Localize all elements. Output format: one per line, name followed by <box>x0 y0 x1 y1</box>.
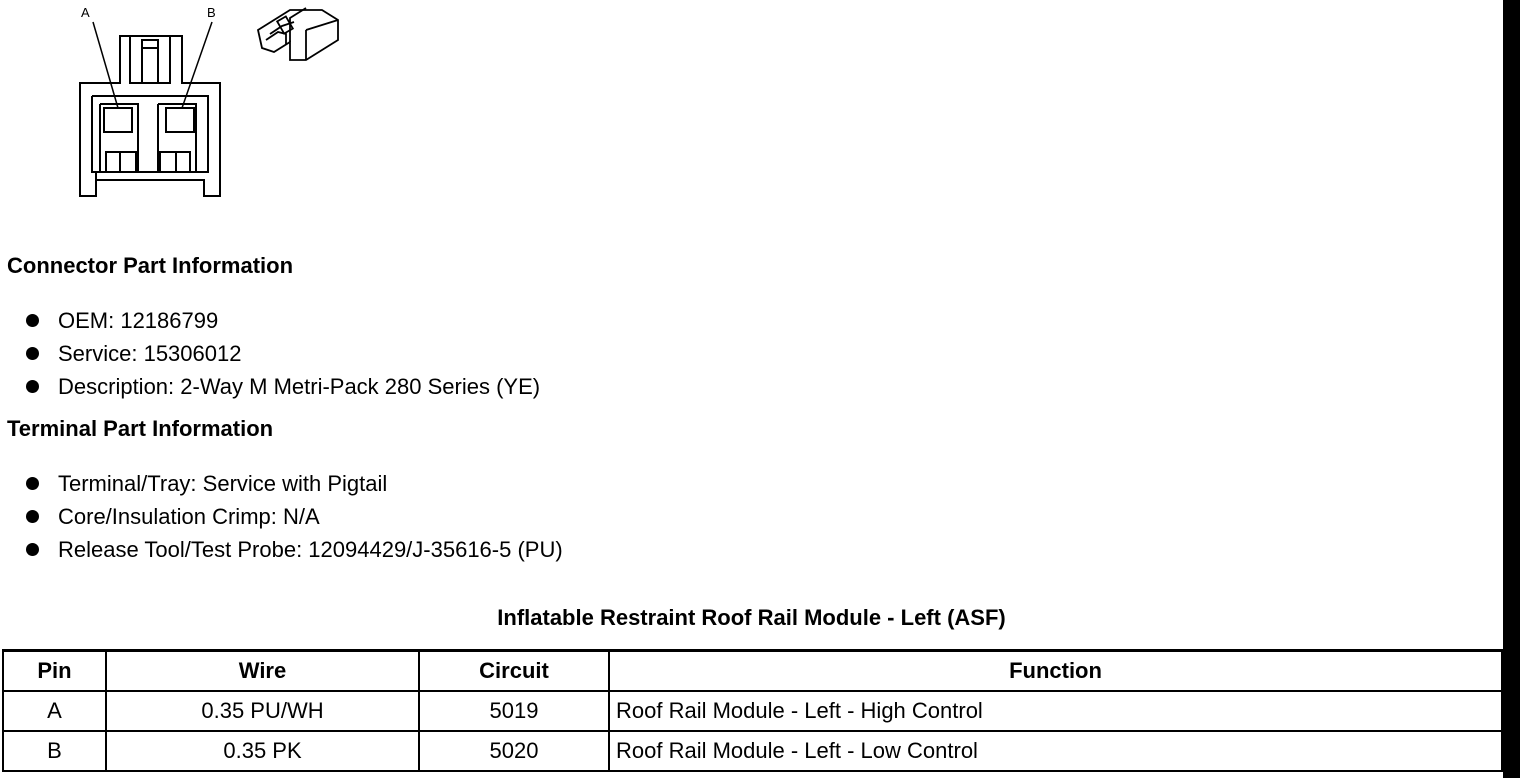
table-title: Inflatable Restraint Roof Rail Module - Left (ASF) <box>497 605 1006 630</box>
cell-function: Roof Rail Module - Left - Low Control <box>609 731 1502 771</box>
cell-pin: A <box>3 691 106 731</box>
terminal-part-info-list <box>24 467 563 566</box>
column-header-wire: Wire <box>106 651 419 692</box>
list-item <box>24 370 540 403</box>
pin-table <box>2 649 1503 772</box>
cell-circuit: 5020 <box>419 731 609 771</box>
connector-part-info-list <box>24 304 540 403</box>
cell-wire: 0.35 PU/WH <box>106 691 419 731</box>
connector-diagram <box>0 0 360 205</box>
right-edge-bar <box>1503 0 1520 778</box>
pin-label-a: A <box>81 5 90 20</box>
table-header-row <box>3 651 1502 692</box>
bullet-icon <box>26 477 39 490</box>
pin-label-b: B <box>207 5 216 20</box>
connector-latch <box>130 36 170 83</box>
column-header-pin: Pin <box>3 651 106 692</box>
list-item-text: OEM: 12186799 <box>58 308 219 333</box>
column-header-circuit: Circuit <box>419 651 609 692</box>
table-row <box>3 731 1502 771</box>
list-item <box>24 304 540 337</box>
list-item-text: Release Tool/Test Probe: 12094429/J-35616-5 (PU) <box>58 537 563 562</box>
list-item <box>24 467 563 500</box>
connector-isometric-view <box>258 8 338 60</box>
cell-circuit: 5019 <box>419 691 609 731</box>
list-item <box>24 500 563 533</box>
list-item-text: Description: 2-Way M Metri-Pack 280 Series (YE) <box>58 374 541 399</box>
bullet-icon <box>26 314 39 327</box>
list-item <box>24 533 563 566</box>
bullet-icon <box>26 543 39 556</box>
list-item <box>24 337 540 370</box>
list-item-text: Service: 15306012 <box>58 341 242 366</box>
cell-wire: 0.35 PK <box>106 731 419 771</box>
connector-part-info-heading: Connector Part Information <box>7 253 294 278</box>
bullet-icon <box>26 380 39 393</box>
list-item-text: Terminal/Tray: Service with Pigtail <box>58 471 388 496</box>
column-header-function: Function <box>609 651 1502 692</box>
terminal-part-info-heading: Terminal Part Information <box>7 416 274 441</box>
list-item-text: Core/Insulation Crimp: N/A <box>58 504 320 529</box>
bullet-icon <box>26 510 39 523</box>
cell-function: Roof Rail Module - Left - High Control <box>609 691 1502 731</box>
cell-pin: B <box>3 731 106 771</box>
table-row <box>3 691 1502 731</box>
bullet-icon <box>26 347 39 360</box>
